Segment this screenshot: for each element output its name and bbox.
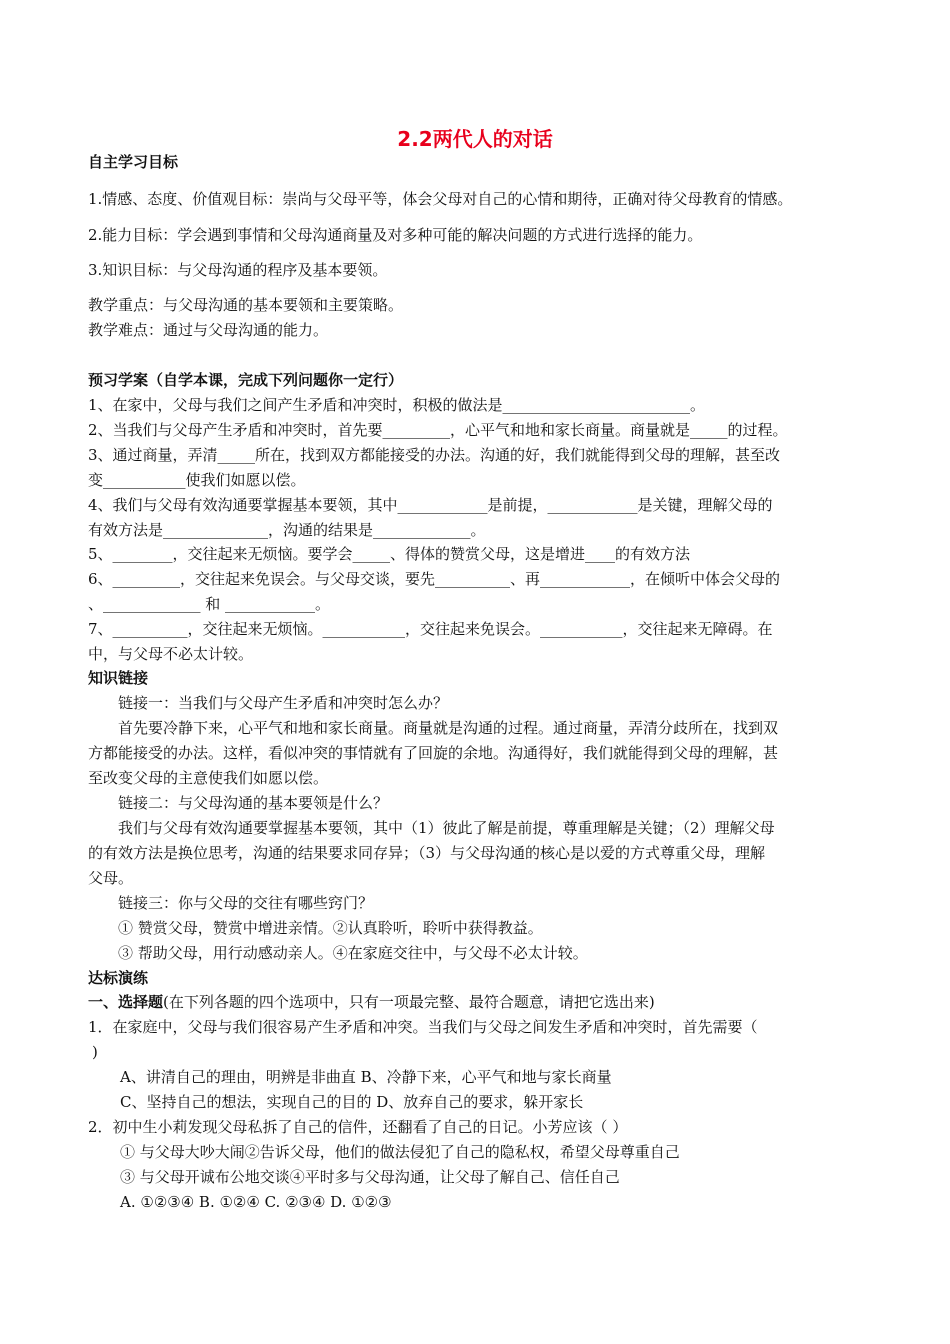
preview-line: 中，与父母不必太计较。 — [88, 645, 254, 663]
goal-item: 1.情感、态度、价值观目标：崇尚与父母平等，体会父母对自己的心情和期待，正确对待父母教育的情感。 — [88, 190, 793, 208]
preview-line: 2、当我们与父母产生矛盾和冲突时，首先要_________，心平气和地和家长商量。商量就是_____的过程。 — [88, 421, 788, 439]
question-line: 2．初中生小莉发现父母私拆了自己的信件，还翻看了自己的日记。小芳应该（ ） — [88, 1118, 628, 1136]
preview-line: 6、_________，交往起来免误会。与父母交谈，要先__________、再____________，在倾听中体会父母的 — [88, 570, 781, 588]
preview-line: 3、通过商量，弄清_____所在，找到双方都能接受的办法。沟通的好，我们就能得到父母的理解，甚至改 — [88, 446, 781, 464]
option-line: A. ①②③④ B. ①②④ C. ②③④ D. ①②③ — [120, 1193, 392, 1211]
knowledge-line: 链接一：当我们与父母产生矛盾和冲突时怎么办？ — [118, 694, 449, 712]
knowledge-line: 父母。 — [88, 869, 134, 887]
knowledge-line: 首先要冷静下来，心平气和地和家长商量。商量就是沟通的过程。通过商量，弄清分歧所在，找到双 — [118, 719, 779, 737]
question-line: 1．在家庭中，父母与我们很容易产生矛盾和冲突。当我们与父母之间发生矛盾和冲突时，首先需要（ — [88, 1018, 758, 1036]
section-title: 一、选择题 — [88, 993, 164, 1011]
preview-line: 有效方法是______________，沟通的结果是_____________。 — [88, 521, 486, 539]
knowledge-line: 方都能接受的办法。这样，看似冲突的事情就有了回旋的余地。沟通得好，我们就能得到父母的理解，甚 — [88, 744, 779, 762]
knowledge-line: 的有效方法是换位思考，沟通的结果要求同存异；（3）与父母沟通的核心是以爱的方式尊重父母，理解 — [88, 844, 766, 862]
option-line: ① 与父母大吵大闹②告诉父母，他们的做法侵犯了自己的隐私权，希望父母尊重自己 — [120, 1143, 680, 1161]
knowledge-line: 链接二：与父母沟通的基本要领是什么？ — [118, 794, 389, 812]
knowledge-line: 我们与父母有效沟通要掌握基本要领，其中（1）彼此了解是前提，尊重理解是关键；（2）理解父母 — [118, 819, 775, 837]
goal-item: 2.能力目标：学会遇到事情和父母沟通商量及对多种可能的解决问题的方式进行选择的能力。 — [88, 226, 703, 244]
goal-item: 3.知识目标：与父母沟通的程序及基本要领。 — [88, 261, 388, 279]
page-title: 2.2两代人的对话 — [397, 127, 553, 151]
section-instruction: (在下列各题的四个选项中，只有一项最完整、最符合题意，请把它选出来) — [163, 993, 655, 1011]
preview-line: 5、________，交往起来无烦恼。要学会_____、得体的赞赏父母，这是增进____的有效方法 — [88, 545, 691, 563]
preview-heading: 预习学案（自学本课，完成下列问题你一定行） — [88, 371, 404, 389]
exercise-section — [88, 992, 868, 1012]
preview-line: 7、__________，交往起来无烦恼。___________，交往起来免误会。___________，交往起来无障碍。在 — [88, 620, 773, 638]
preview-line: 、_____________ 和 ____________。 — [88, 595, 331, 613]
knowledge-line: 链接三：你与父母的交往有哪些窍门？ — [118, 894, 374, 912]
exercise-heading: 达标演练 — [88, 969, 149, 987]
preview-line: 变___________使我们如愿以偿。 — [88, 471, 306, 489]
question-line: ) — [92, 1043, 98, 1061]
knowledge-line: ① 赞赏父母，赞赏中增进亲情。②认真聆听，聆听中获得教益。 — [118, 919, 543, 937]
option-line: ③ 与父母开诚布公地交谈④平时多与父母沟通，让父母了解自己、信任自己 — [120, 1168, 620, 1186]
knowledge-heading: 知识链接 — [88, 669, 149, 687]
preview-line: 1、在家中，父母与我们之间产生矛盾和冲突时，积极的做法是_________________________。 — [88, 396, 706, 414]
knowledge-line: 至改变父母的主意使我们如愿以偿。 — [88, 769, 329, 787]
option-line: C、坚持自己的想法，实现自己的目的 D、放弃自己的要求，躲开家长 — [120, 1093, 584, 1111]
difficulty: 教学难点：通过与父母沟通的能力。 — [88, 321, 329, 339]
goals-heading: 自主学习目标 — [88, 153, 179, 171]
key-point: 教学重点：与父母沟通的基本要领和主要策略。 — [88, 296, 404, 314]
preview-line: 4、我们与父母有效沟通要掌握基本要领，其中____________是前提，____________是关键，理解父母的 — [88, 496, 773, 514]
option-line: A、讲清自己的理由，明辨是非曲直 B、冷静下来，心平气和地与家长商量 — [120, 1068, 612, 1086]
knowledge-line: ③ 帮助父母，用行动感动亲人。④在家庭交往中，与父母不必太计较。 — [118, 944, 588, 962]
